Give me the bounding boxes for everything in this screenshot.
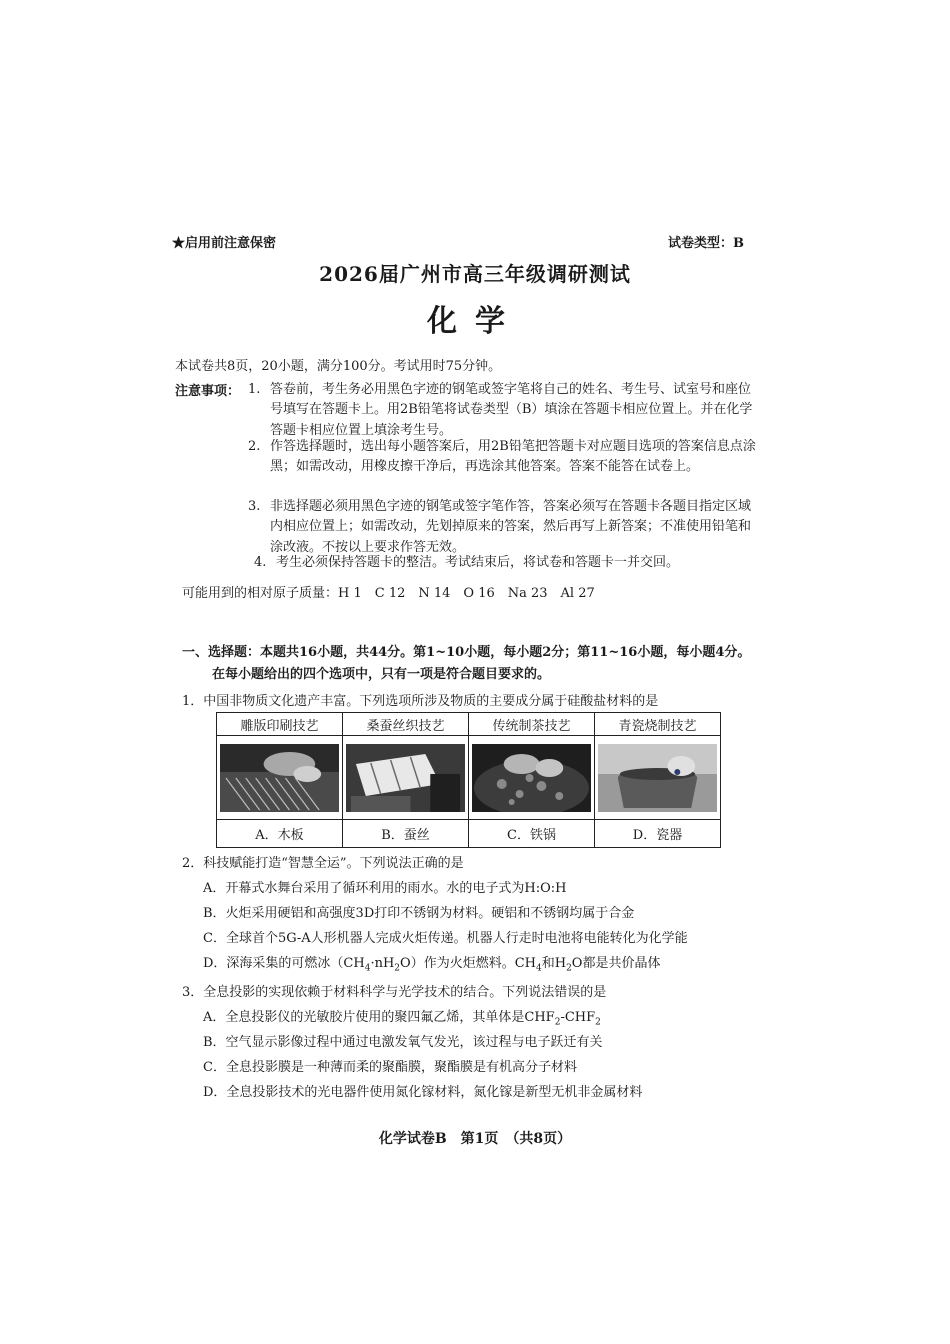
notice-item-1	[248, 380, 756, 441]
photo-celadon-firing	[595, 736, 721, 820]
option-c: C．铁锅	[469, 820, 595, 848]
photo-silk-weaving	[343, 736, 469, 820]
photo-tea-making	[469, 736, 595, 820]
confidential-notice: ★启用前注意保密	[172, 236, 277, 251]
question-3-stem: 3．全息投影的实现依赖于材料科学与光学技术的结合。下列说法错误的是	[182, 985, 607, 1000]
paper-type: 试卷类型：B	[668, 236, 744, 251]
notice-text: 非选择题必须用黑色字迹的钢笔或签字笔作答，答案必须写在答题卡各题目指定区域内相应位置上；如需改动，先划掉原来的答案，然后再写上新答案；不准使用铅笔和涂改液。不按以上要求作答无效。	[270, 499, 752, 555]
photo-woodblock-printing	[217, 736, 343, 820]
notice-item-2	[248, 437, 756, 478]
notice-item-3	[248, 497, 756, 558]
subject-title: 化学	[427, 304, 523, 339]
atomic-masses: 可能用到的相对原子质量：H 1 C 12 N 14 O 16 Na 23 Al 27	[182, 586, 595, 601]
exam-title: 2026届广州市高三年级调研测试	[319, 262, 631, 286]
notice-item-4	[254, 553, 756, 573]
question-3-option-a: A．全息投影仪的光敏胶片使用的聚四氟乙烯，其单体是$CHF_2-CHF_2$	[203, 1010, 601, 1028]
question-3-option-b: B．空气显示影像过程中通过电激发氧气发光，该过程与电子跃迁有关	[203, 1035, 603, 1050]
caption-woodblock-printing: 雕版印刷技艺	[217, 713, 343, 736]
notice-num: 1.	[248, 382, 261, 397]
option-b: B．蚕丝	[343, 820, 469, 848]
notice-text: 答卷前，考生务必用黑色字迹的钢笔或签字笔将自己的姓名、考生号、试室号和座位号填写在答题卡上。用2B铅笔将试卷类型（B）填涂在答题卡相应位置上。并在化学答题卡相应位置上填涂考生号。	[270, 382, 753, 438]
notice-text: 考生必须保持答题卡的整洁。考试结束后，将试卷和答题卡一并交回。	[276, 555, 680, 570]
question-3-option-c: C．全息投影膜是一种薄而柔的聚酯膜，聚酯膜是有机高分子材料	[203, 1060, 577, 1075]
caption-tea-making: 传统制茶技艺	[469, 713, 595, 736]
question-1-options-table	[216, 712, 721, 848]
page-footer: 化学试卷B 第1页 （共8页）	[378, 1131, 572, 1147]
notice-num: 3.	[248, 499, 261, 514]
caption-celadon-firing: 青瓷烧制技艺	[595, 713, 721, 736]
notice-num: 2.	[248, 439, 261, 454]
exam-intro: 本试卷共8页，20小题，满分100分。考试用时75分钟。	[175, 359, 502, 374]
option-d: D．瓷器	[595, 820, 721, 848]
question-2-option-a: A．开幕式水舞台采用了循环利用的雨水。水的电子式为H:O:H	[203, 881, 567, 896]
question-2-option-b: B．火炬采用硬铝和高强度3D打印不锈钢为材料。硬铝和不锈钢均属于合金	[203, 906, 635, 921]
option-a: A．木板	[217, 820, 343, 848]
notice-num: 4.	[254, 555, 267, 570]
notice-label: 注意事项：	[175, 384, 241, 399]
question-2-option-d: D．深海采集的可燃冰$(CH_4\cdot nH_2O)$作为火炬燃料。$CH_4$和$H_2O$都是共价晶体	[203, 956, 661, 974]
section-heading: 一、选择题：本题共16小题，共44分。第1~10小题，每小题2分；第11~16小题，每小题4分。	[182, 645, 751, 660]
section-instruction: 在每小题给出的四个选项中，只有一项是符合题目要求的。	[212, 667, 551, 682]
question-3-option-d: D．全息投影技术的光电器件使用氮化镓材料，氮化镓是新型无机非金属材料	[203, 1085, 643, 1100]
question-1-stem: 1．中国非物质文化遗产丰富。下列选项所涉及物质的主要成分属于硅酸盐材料的是	[182, 694, 659, 709]
notice-text: 作答选择题时，选出每小题答案后，用2B铅笔把答题卡对应题目选项的答案信息点涂黑；如需改动，用橡皮擦干净后，再选涂其他答案。答案不能答在试卷上。	[270, 439, 756, 475]
question-2-option-c: C．全球首个5G-A人形机器人完成火炬传递。机器人行走时电池将电能转化为化学能	[203, 931, 688, 946]
question-2-stem: 2．科技赋能打造“智慧全运”。下列说法正确的是	[182, 856, 464, 871]
caption-silk-weaving: 桑蚕丝织技艺	[343, 713, 469, 736]
